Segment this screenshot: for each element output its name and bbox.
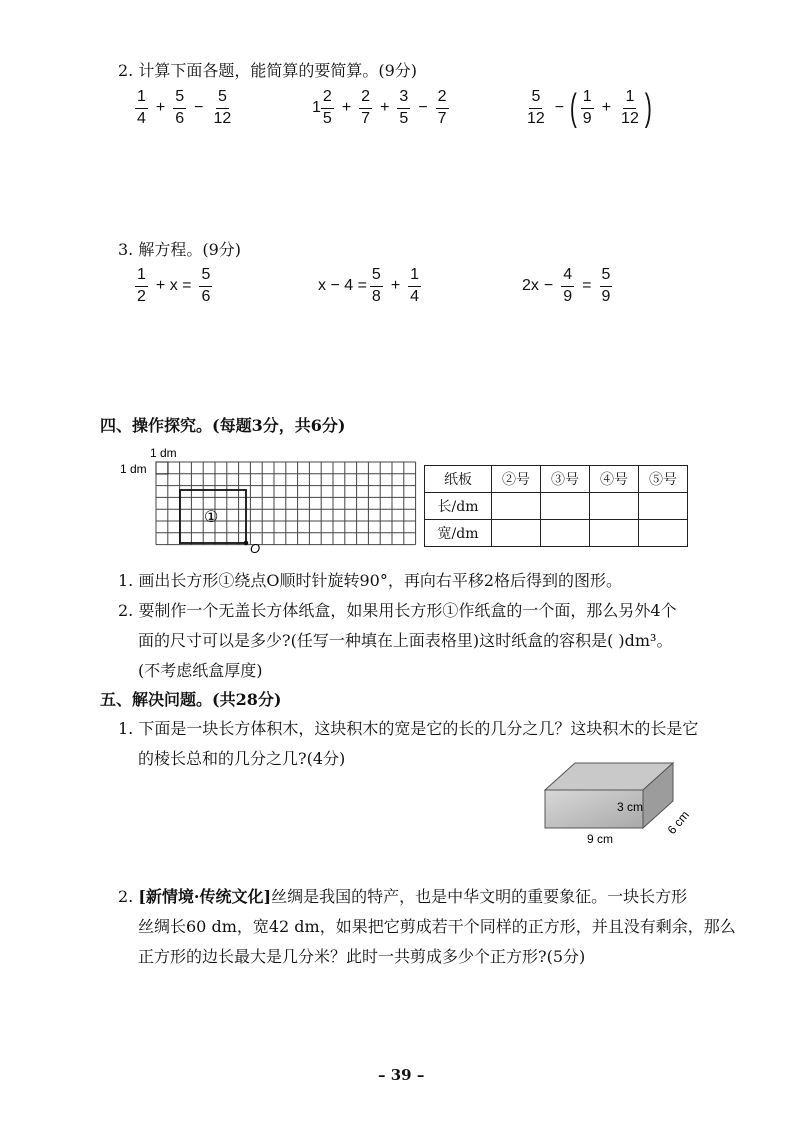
fraction: $\frac{1}{4}$: [410, 266, 420, 305]
point-o: [244, 541, 249, 546]
answer-cell[interactable]: [639, 520, 688, 547]
table-header: ②号: [492, 466, 541, 493]
table-header: ⑤号: [639, 466, 688, 493]
unit-square: [156, 462, 168, 474]
section5-q2-line3: 正方形的边长最大是几分米？此时一共剪成多少个正方形?(5分): [138, 947, 586, 966]
answer-cell[interactable]: [541, 493, 590, 520]
section5-q2-line1: 2. [新情境·传统文化]丝绸是我国的特产，也是中华文明的重要象征。一块长方形: [118, 887, 688, 906]
table-row: [425, 493, 688, 520]
q2-title: 2. 计算下面各题，能简算的要简算。(9分): [118, 61, 418, 80]
cuboid-figure: [535, 755, 705, 855]
page-number: – 39 –: [378, 1066, 425, 1084]
fraction: $\frac{5}{12}$: [527, 88, 545, 127]
dimension-table: [424, 465, 688, 547]
section4-q2-line1: 2. 要制作一个无盖长方体纸盒，如果用长方形①作纸盒的一个面，那么另外4个: [118, 601, 677, 620]
q3-equation-2: x − 4 = $\frac{5}{8}$ + $\frac{1}{4}$: [318, 266, 420, 305]
q2-expr-1: $\frac{1}{4}$ + $\frac{5}{6}$ − $\frac{5}{12}$: [137, 88, 232, 127]
section5-q1-line2: 的棱长总和的几分之几?(4分): [138, 749, 346, 768]
q3-title: 3. 解方程。(9分): [118, 240, 242, 259]
unit-top-label: 1 dm: [150, 446, 177, 460]
unit-left-label: 1 dm: [120, 462, 147, 476]
fraction: $\frac{1}{4}$: [137, 88, 146, 127]
table-header: ④号: [590, 466, 639, 493]
table-row: [425, 520, 688, 547]
fraction: $\frac{5}{9}$: [601, 266, 611, 305]
table-header: ③号: [541, 466, 590, 493]
answer-cell[interactable]: [639, 493, 688, 520]
q3-equation-3: 2x − $\frac{4}{9}$ = $\frac{5}{9}$: [522, 266, 611, 305]
grid-lines: [156, 462, 416, 545]
point-o-label: O: [250, 541, 261, 555]
fraction: $\frac{5}{12}$: [213, 88, 232, 127]
row-label: 宽/dm: [425, 520, 492, 547]
section4-q1: 1. 画出长方形①绕点O顺时针旋转90°，再向右平移2格后得到的图形。: [118, 571, 623, 590]
fraction: $\frac{1}{12}$: [621, 88, 639, 127]
section4-heading: 四、操作探究。(每题3分，共6分): [100, 416, 346, 435]
fraction: $\frac{3}{5}$: [399, 88, 409, 127]
answer-cell[interactable]: [541, 520, 590, 547]
row-label: 长/dm: [425, 493, 492, 520]
context-tag: [新情境·传统文化]: [138, 887, 272, 906]
answer-cell[interactable]: [590, 520, 639, 547]
q2-expr-3: $\frac{5}{12}$ − ( $\frac{1}{9}$ + $\frac{1}{12}$ ): [527, 87, 652, 130]
fraction: $\frac{1}{9}$: [582, 88, 592, 127]
fraction: $\frac{2}{7}$: [437, 88, 447, 127]
fraction: $\frac{5}{6}$: [175, 88, 185, 127]
q2-expr-2: 1 $\frac{2}{5}$ + $\frac{2}{7}$ + $\frac{3}{5}$ − $\frac{2}{7}$: [312, 88, 447, 127]
rectangle-1-label: ①: [204, 507, 219, 526]
fraction: $\frac{1}{2}$: [137, 266, 146, 305]
section5-q1-line1: 1. 下面是一块长方体积木，这块积木的宽是它的长的几分之几？这块积木的长是它: [118, 719, 699, 738]
width-label: 6 cm: [664, 808, 693, 837]
table-header: 纸板: [425, 466, 492, 493]
answer-cell[interactable]: [492, 493, 541, 520]
answer-cell[interactable]: [590, 493, 639, 520]
fraction: $\frac{2}{5}$: [322, 88, 332, 127]
q3-equation-1: $\frac{1}{2}$ + x = $\frac{5}{6}$: [137, 266, 211, 305]
height-label: 3 cm: [617, 800, 644, 814]
fraction: $\frac{5}{8}$: [371, 266, 381, 305]
section5-heading: 五、解决问题。(共28分): [100, 690, 282, 709]
length-label: 9 cm: [587, 832, 614, 846]
section4-q2-line2: 面的尺寸可以是多少?(任写一种填在上面表格里)这时纸盒的容积是( )dm³。: [138, 631, 673, 650]
fraction: $\frac{4}{9}$: [563, 266, 573, 305]
fraction: $\frac{5}{6}$: [201, 266, 211, 305]
fraction: $\frac{2}{7}$: [361, 88, 371, 127]
answer-cell[interactable]: [492, 520, 541, 547]
section4-q2-line3: (不考虑纸盒厚度): [138, 661, 263, 680]
section5-q2-line2: 丝绸长60 dm，宽42 dm，如果把它剪成若干个同样的正方形，并且没有剩余，那么: [138, 917, 736, 936]
grid-figure: [110, 440, 420, 555]
table-header-row: [425, 466, 688, 493]
